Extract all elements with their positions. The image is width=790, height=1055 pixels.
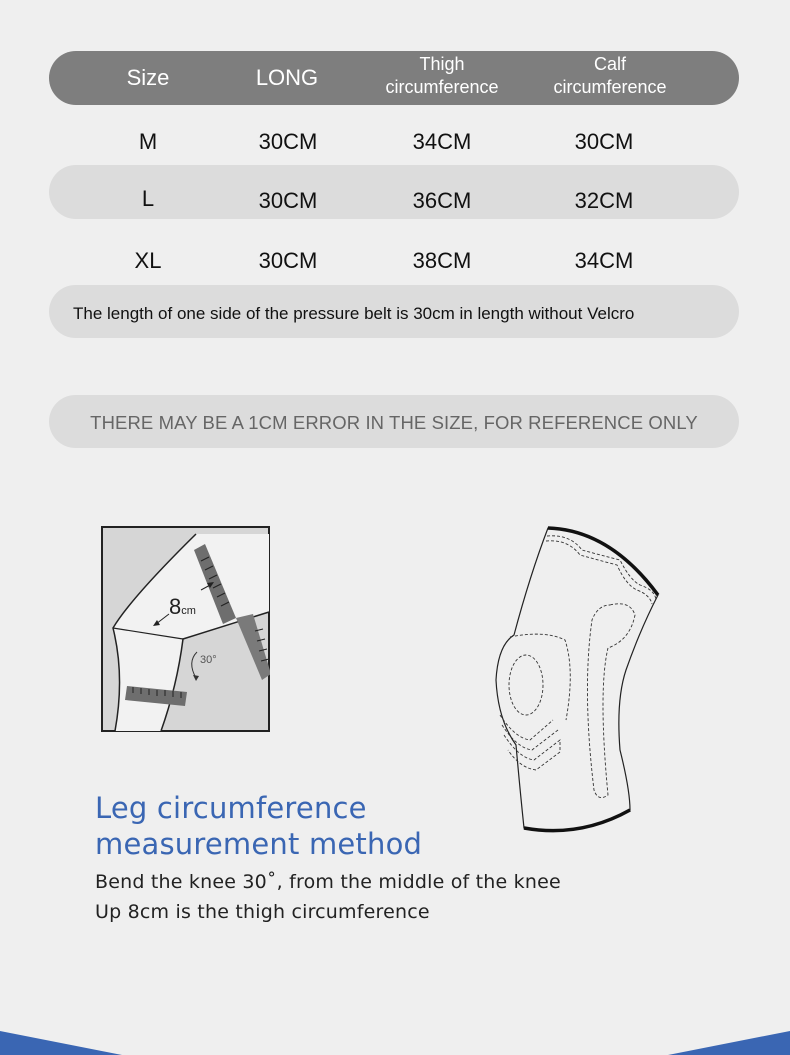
belt-length-note-text: The length of one side of the pressure belt is 30cm in length without Velcro bbox=[73, 304, 635, 323]
distance-label bbox=[169, 594, 196, 620]
header-thigh-line1: Thigh bbox=[419, 54, 465, 74]
belt-length-note bbox=[49, 285, 739, 338]
distance-unit: cm bbox=[181, 605, 196, 617]
cell-size: XL bbox=[134, 248, 162, 273]
size-disclaimer bbox=[49, 395, 739, 448]
distance-value: 8 bbox=[169, 594, 182, 619]
header-long: LONG bbox=[255, 65, 319, 90]
header-calf bbox=[553, 53, 666, 99]
header-thigh bbox=[385, 53, 498, 99]
cell-calf: 30CM bbox=[574, 129, 634, 154]
cell-calf: 32CM bbox=[574, 188, 634, 213]
table-row bbox=[0, 180, 790, 220]
method-title-line2: measurement method bbox=[95, 827, 423, 861]
cell-calf: 34CM bbox=[574, 248, 634, 273]
knee-brace-illustration bbox=[490, 520, 675, 842]
size-disclaimer-text: THERE MAY BE A 1CM ERROR IN THE SIZE, FOR REFERENCE ONLY bbox=[90, 412, 698, 433]
method-desc-line1: Bend the knee 30˚, from the middle of the knee bbox=[95, 871, 561, 893]
table-row bbox=[0, 121, 790, 161]
bottom-decoration bbox=[0, 1025, 790, 1055]
method-description bbox=[95, 867, 561, 927]
header-thigh-line2: circumference bbox=[385, 77, 499, 97]
angle-label: 30° bbox=[200, 654, 217, 666]
header-calf-line2: circumference bbox=[553, 77, 667, 97]
knee-measurement-illustration bbox=[101, 526, 270, 732]
method-desc-line2: Up 8cm is the thigh circumference bbox=[95, 901, 430, 923]
cell-thigh: 34CM bbox=[412, 129, 472, 154]
table-row bbox=[0, 240, 790, 280]
method-title-line1: Leg circumference bbox=[95, 791, 367, 825]
cell-long: 30CM bbox=[258, 248, 318, 273]
cell-thigh: 38CM bbox=[412, 248, 472, 273]
header-calf-line1: Calf bbox=[593, 54, 627, 74]
size-table-header bbox=[49, 51, 739, 105]
cell-size: M bbox=[138, 129, 158, 154]
cell-size: L bbox=[141, 186, 155, 211]
header-size: Size bbox=[126, 65, 170, 90]
cell-thigh: 36CM bbox=[412, 188, 472, 213]
cell-long: 30CM bbox=[258, 129, 318, 154]
method-title bbox=[95, 790, 422, 862]
cell-long: 30CM bbox=[258, 188, 318, 213]
